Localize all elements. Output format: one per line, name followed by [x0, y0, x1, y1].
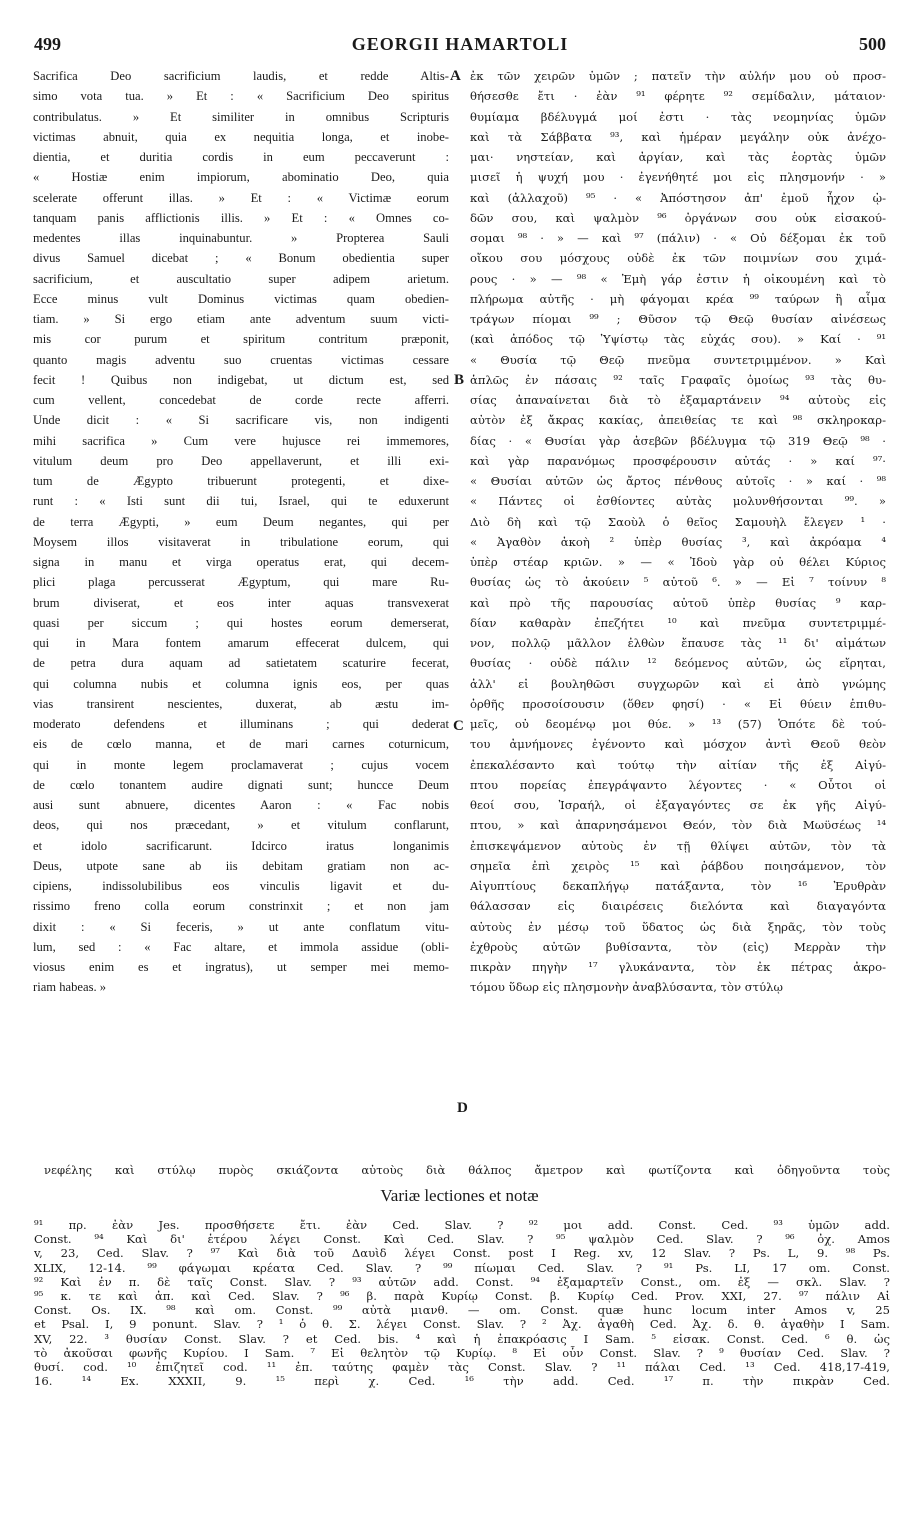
- note-line: θυσί. cod. ¹⁰ ἐπιζητεῖ cod. ¹¹ ἐπ. ταύτης φαμὲν τὰς Const. Slav. ? ¹¹ πάλαι Ced. ¹³ Ced. 418,17-419,: [34, 1359, 890, 1374]
- greek-text-line: « Ἀγαθὸν ἀκοὴ ² ὑπὲρ θυσίας ³, καὶ ἀκρόαμα ⁴: [470, 534, 886, 549]
- latin-text-line: et idolo sacrificarunt. Idcirco iratus longanimis: [33, 838, 449, 853]
- latin-text-line: scelerate offerunt illas. » Et : « Victimæ eorum: [33, 190, 449, 205]
- latin-text-line: vitulum deum pro Deo appellaverunt, et illi exi-: [33, 453, 449, 468]
- latin-text-line: vias transirent nescientes, duxerat, ab æstu im-: [33, 696, 449, 711]
- greek-text-line: τόμου ὕδωρ εἰς πλησμονὴν ἀναβλύσαντα, τὸν στύλῳ: [470, 980, 783, 995]
- latin-text-line: Ecce minus vult Dominus victimas quam obedien-: [33, 291, 449, 306]
- greek-text-line: ἀλλ' εἰ βουληθῶσι συγχωρῶν καὶ εἰ ἀπὸ γνώμης: [470, 676, 886, 691]
- latin-text-line: victimas abnuit, quia ex nequitia longa, et inobe-: [33, 129, 449, 144]
- greek-text-line: ἁπλῶς ἐν πάσαις ⁹² ταῖς Γραφαῖς ὁμοίως ⁹³ τὰς θυ-: [470, 372, 886, 387]
- latin-text-line: cipiens, indissolubilibus eos vinculis ligavit et du-: [33, 879, 449, 893]
- latin-text-line: Unde dicit : « Si sacrificare vis, non indigenti: [33, 413, 449, 428]
- greek-text-line: τράγων πίομαι ⁹⁹ ; Θῦσον τῷ Θεῷ θυσίαν αἰνέσεως: [470, 312, 886, 326]
- greek-text-line: μισεῖ ἡ ψυχή μου · ἐγενήθητέ μοι εἰς πλησμονήν · »: [470, 170, 886, 185]
- greek-text-line: ἐχθροὺς αὐτῶν βυθίσαντα, τὸν (εἰς) Μερρὰν τὴν: [470, 939, 886, 954]
- greek-text-line: « Πάντες οἱ ἐσθίοντες αὐτὰς μολυνθήσονται ⁹⁹. »: [470, 494, 886, 509]
- note-line: Const. Os. IX. ⁹⁸ καὶ om. Const. ⁹⁹ αὐτὰ μιανθ. — om. Const. quæ hunc locum inter Amos v, 25: [34, 1303, 890, 1318]
- latin-text-line: contribulatus. » Et similiter in omnibus Scripturis: [33, 109, 449, 124]
- greek-text-line: πικρὰν πηγὴν ¹⁷ γλυκάναντα, τὸν ἐκ πέτρας ἀκρο-: [470, 960, 886, 974]
- notes-heading: Variæ lectiones et notæ: [380, 1186, 539, 1205]
- latin-text-line: qui columna nubis et columna ignis eos, per quas: [33, 676, 449, 691]
- latin-text-line: eis de cœlo manna, et de mari carnes coturnicum,: [33, 737, 449, 752]
- note-line: ⁹¹ πρ. ἐὰν Jes. προσθήσετε ἔτι. ἐὰν Ced. Slav. ? ⁹² μοι add. Const. Ced. ⁹³ ὑμῶν add.: [34, 1218, 890, 1232]
- note-line: ⁹⁵ κ. τε καὶ ἀπ. καὶ Ced. Slav. ? ⁹⁶ β. παρὰ Κυρίῳ Const. β. Κυρίῳ Ced. Prov. XXI, 27. ⁹⁷ πάλιν Αἱ: [34, 1288, 890, 1303]
- running-title: GEORGII HAMARTOLI: [351, 34, 569, 54]
- greek-text-line: νον, πολλῷ μᾶλλον ἐλθὼν ἔπαυσε τὰς ¹¹ δι' αἱμάτων: [470, 636, 886, 650]
- latin-text-line: riam habeas. »: [33, 980, 107, 995]
- note-line: ⁹² Καὶ ἐν π. δὲ ταῖς Const. Slav. ? ⁹³ αὐτῶν add. Const. ⁹⁴ ἐξαμαρτεῖν Const., om. ἐξ — σκλ. Slav. ?: [34, 1274, 890, 1289]
- latin-text-line: mihi sacrifica » Cum vere hujusce rei immemores,: [33, 433, 449, 448]
- greek-text-line: ἐπισκεψάμενον αὐτοὺς ἐν τῇ θλίψει αὐτῶν, τὸν τὰ: [470, 838, 886, 853]
- continuation-line: νεφέλης καὶ στύλῳ πυρὸς σκιάζοντα αὐτοὺς διὰ θάλπος ἄμετρον καὶ φωτίζοντα καὶ ὁδηγοῦντα τοὺς: [44, 1163, 890, 1177]
- latin-text-line: tanquam panis afflictionis illis. » Et : « Omnes co-: [33, 210, 449, 225]
- latin-text-line: de petra dura aquam ad satietatem scaturire fecerat,: [33, 656, 449, 671]
- note-line: 16. ¹⁴ Ex. XXXII, 9. ¹⁵ περὶ χ. Ced. ¹⁶ τὴν add. Ced. ¹⁷ π. τὴν πικρὰν Ced.: [34, 1374, 890, 1389]
- latin-text-line: quanto magis adventu suo cruentas victimas cessare: [33, 352, 449, 367]
- latin-text-line: sacrificium, et auscultatio super adipem arietum.: [33, 271, 449, 286]
- greek-text-line: δίαν καθαρὰν ἐπεζήτει ¹⁰ καὶ πνεῦμα συντετριμμέ-: [470, 615, 886, 630]
- greek-text-line: θεοί σου, Ἰσραήλ, οἱ ἐξαγαγόντες σε ἐκ γῆς Αἰγύ-: [470, 798, 886, 812]
- latin-text-line: dientia, et duritia cordis in eum peccaverunt :: [33, 150, 449, 164]
- greek-text-line: ἐκ τῶν χειρῶν ὑμῶν ; πατεῖν τὴν αὐλήν μου οὐ προσ-: [470, 69, 886, 83]
- greek-text-line: ὀρθῆς προσοίσουσιν (ὅθεν φησί) · « Εἰ θύειν ἐπιθυ-: [470, 696, 886, 711]
- note-line: v, 23, Ced. Slav. ? ⁹⁷ Καὶ διὰ τοῦ Δαυὶδ λέγει Const. post I Reg. xv, 12 Slav. ? Ps. L, 9. ⁹⁸ Ps.: [34, 1246, 890, 1261]
- greek-text-line: θήσεσθε ἔτι · ἐὰν ⁹¹ φέρητε ⁹² σεμίδαλιν, μάταιον·: [470, 89, 886, 104]
- greek-text-line: ρους · » — ⁹⁸ « Ἐμὴ γάρ ἐστιν ἡ οἰκουμένη καὶ τὸ: [470, 271, 886, 286]
- latin-text-line: tiam. » Si ergo etiam ante adventum suum victi-: [33, 312, 449, 326]
- greek-text-line: « Θυσία τῷ Θεῷ πνεῦμα συντετριμμένον. » Καὶ: [470, 352, 886, 367]
- greek-text-line: σομαι ⁹⁸ · » — καὶ ⁹⁷ (πάλιν) · « Οὐ δέξομαι ἐκ τοῦ: [470, 231, 886, 245]
- greek-text-line: δῶν σου, καὶ ψαλμὸν ⁹⁶ ὀργάνων σου οὐκ εἰσακού-: [470, 210, 886, 225]
- notes-block: [34, 1218, 890, 1388]
- section-marker-b: B: [454, 372, 465, 388]
- note-line: XV, 22. ³ θυσίαν Const. Slav. ? et Ced. bis. ⁴ καὶ ἡ ἐπακρόασις I Sam. ⁵ εἰσακ. Const. Ced. ⁶ θ. ὡς: [34, 1331, 890, 1346]
- latin-text-line: cum vellent, concedebat de corde recte afferri.: [33, 393, 449, 407]
- greek-text-line: ὑπὲρ στέαρ κριῶν. » — « Ἰδοὺ γὰρ οὐ θέλει Κύριος: [470, 555, 886, 569]
- greek-text-line: θάλασσαν εἰς διαιρέσεις διελόντα καὶ διαγαγόντα: [470, 899, 886, 914]
- greek-text-line: θυσίας · οὐδὲ πάλιν ¹² δεόμενος αὐτῶν, ὡς εἴρηται,: [470, 656, 886, 671]
- greek-text-line: καὶ τὰ Σάββατα ⁹³, καὶ ἡμέραν μεγάλην οὐκ ἀνέχο-: [470, 129, 886, 144]
- greek-text-line: μαι· νηστείαν, καὶ ἀργίαν, καὶ τὰς ἑορτὰς ὑμῶν: [470, 150, 886, 164]
- greek-text-line: θυμίαμα βδέλυγμά μοί ἐστι · τὰς νεομηνίας ὑμῶν: [470, 109, 886, 124]
- greek-text-line: (καὶ ἀπόδος τῷ Ὑψίστῳ τὰς εὐχάς σου). » Καί · ⁹¹: [470, 332, 886, 347]
- note-line: et Psal. I, 9 ponunt. Slav. ? ¹ ὁ θ. Σ. λέγει Const. Slav. ? ² Ἀχ. ἀγαθὴ Ced. Ἀχ. δ. θ. ἀγαθὴν I Sam.: [34, 1317, 890, 1332]
- latin-text-line: medentes illas inquinabuntur. » Propterea Sauli: [33, 231, 449, 245]
- latin-text-line: simo vota tua. » Et : « Sacrificium Deo spiritus: [33, 89, 449, 104]
- greek-text-line: σίας ἀπαναίνεται διὰ τὸ ἐξαμαρτάνειν ⁹⁴ αὐτοὺς εἰς: [470, 393, 886, 407]
- latin-text-line: Deus, utpote sane ab iis debitam gratiam non ac-: [33, 858, 449, 873]
- latin-text-line: lum, sed : « Fac altare, et immola assidue (obli-: [33, 939, 449, 954]
- section-marker-c: C: [453, 718, 464, 734]
- greek-text-line: Αἰγυπτίους δεκαπλήγῳ πατάξαντα, τὸν ¹⁶ Ἐρυθρὰν: [470, 879, 886, 893]
- latin-column: [33, 66, 449, 998]
- greek-text-line: ἐπεκαλέσαντο καὶ τούτῳ τὴν αἰτίαν τῆς ἐξ Αἰγύ-: [470, 757, 886, 772]
- greek-text-line: πτου, » καὶ ἀπαρνησάμενοι Θεόν, τὸν διὰ Μωϋσέως ¹⁴: [470, 818, 886, 833]
- greek-text-line: καὶ (ἀλλαχοῦ) ⁹⁵ · « Ἀπόστησον ἀπ' ἐμοῦ ἦχον ᾠ-: [470, 190, 886, 205]
- latin-text-line: qui in monte legem proclamaverat ; cujus vocem: [33, 757, 449, 772]
- greek-text-line: πλήρωμα αὐτῆς · μὴ φάγομαι κρέα ⁹⁹ ταύρων ἢ αἷμα: [470, 291, 886, 306]
- greek-text-line: πτου πορείας ἐπεγράψαντο λέγοντες · « Οὗτοι οἱ: [470, 777, 886, 792]
- latin-text-line: viosus enim es et ingratus), ut semper mei memo-: [33, 960, 449, 974]
- latin-text-line: deos, qui nos præcedant, » et vitulum conflarunt,: [33, 818, 449, 833]
- latin-text-line: ausi sunt abnuere, dicentes Aaron : « Fac nobis: [33, 798, 449, 812]
- latin-text-line: tum de Ægypto tribuerunt protegenti, et dixe-: [33, 474, 449, 488]
- latin-text-line: mis cor purum et spiritum contritum præponit,: [33, 332, 449, 347]
- greek-text-line: οἴκου σου μόσχους οὐδὲ ἐκ τῶν ποιμνίων σου χιμά-: [470, 251, 886, 266]
- latin-text-line: rissimo freno colla eorum constrinxit ; et non jam: [33, 899, 449, 914]
- greek-text-line: αὐτὸν ἐξ ἄκρας κακίας, ἀπειθείας τε καὶ ⁹⁸ σκληροκαρ-: [470, 413, 886, 428]
- page-number-left: 499: [34, 34, 61, 54]
- greek-column: [470, 66, 886, 998]
- latin-text-line: qui in Mara fontem amarum effecerat dulcem, qui: [33, 636, 449, 650]
- page-header: [34, 34, 886, 58]
- greek-text-line: του ἀμνήμονες ἐγένοντο καὶ μόσχον ἀντὶ Θεοῦ θεὸν: [470, 737, 886, 752]
- latin-text-line: Moysem illos visitaverat in tribulatione eorum, qui: [33, 534, 449, 549]
- latin-text-line: divus Samuel dicebat ; « Bonum obedientia super: [33, 251, 449, 266]
- latin-text-line: Sacrifica Deo sacrificium laudis, et redde Altis-: [33, 69, 449, 83]
- latin-text-line: runt : « Isti sunt dii tui, Israel, qui te eduxerunt: [33, 494, 449, 509]
- latin-text-line: quasi per siccum ; qui hostes eorum demerserat,: [33, 615, 449, 630]
- latin-text-line: brum diviserat, et eos inter aquas transvexerat: [33, 595, 449, 610]
- latin-text-line: plici plaga percusserat Ægyptum, qui mare Ru-: [33, 575, 449, 590]
- greek-text-line: μεῖς, οὐ δεομένῳ μοι θύε. » ¹³ (57) Ὁπότε δὲ τού-: [470, 717, 886, 731]
- latin-text-line: dixit : « Si feceris, » ut ante conflatum vitu-: [33, 919, 449, 934]
- latin-text-line: fecit ! Quibus non indigebat, ut dictum est, sed: [33, 372, 449, 387]
- greek-text-line: σημεῖα ἐπὶ χειρὸς ¹⁵ καὶ ῥάβδου ποιησάμενον, τὸν: [470, 858, 886, 873]
- section-marker-a: A: [450, 68, 461, 84]
- latin-text-line: de cœlo tonantem audire dignati sunt; huncce Deum: [33, 777, 449, 792]
- greek-text-line: Διὸ δὴ καὶ τῷ Σαοὺλ ὁ θεῖος Σαμουὴλ ἔλεγεν ¹ ·: [470, 514, 886, 529]
- note-line: Const. ⁹⁴ Καὶ δι' ἑτέρου λέγει Const. Καὶ Ced. Slav. ? ⁹⁵ ψαλμὸν Ced. Slav. ? ⁹⁶ ὀχ. Amos: [34, 1232, 890, 1247]
- latin-text-line: « Hostiæ enim impiorum, abominatio Deo, quia: [33, 170, 449, 185]
- greek-text-line: καὶ γὰρ παρανόμως προσφέρουσιν αὐτάς · » καί ⁹⁷·: [470, 453, 886, 468]
- note-line: XLIX, 12-14. ⁹⁹ φάγωμαι κρέατα Ced. Slav. ? ⁹⁹ πίωμαι Ced. Slav. ? ⁹¹ Ps. LI, 17 om. Const.: [34, 1260, 890, 1275]
- latin-text-line: moderato defendens et illuminans ; qui dederat: [33, 717, 449, 731]
- greek-text-line: καὶ πρὸ τῆς παρουσίας αὐτοῦ ὑπὲρ θυσίας ⁹ καρ-: [470, 595, 886, 610]
- greek-text-line: θυσίας ὡς τὸ ἀκούειν ⁵ αὐτοῦ ⁶. » — Εἰ ⁷ τοίνυν ⁸: [470, 575, 886, 590]
- greek-text-line: αὐτοὺς ἐν μέσῳ τοῦ ὕδατος ὡς διὰ ξηρᾶς, τὸν τοὺς: [470, 919, 886, 934]
- page-number-right: 500: [859, 34, 886, 54]
- note-line: τὸ ἀκοῦσαι φωνῆς Κυρίου. I Sam. ⁷ Εἰ θελητὸν τῷ Κυρίῳ. ⁸ Εἰ οὖν Const. Slav. ? ⁹ θυσίαν Ced. Slav. ?: [34, 1345, 890, 1360]
- latin-text-line: de terra Ægypti, » eum Deum negantes, qui per: [33, 514, 449, 529]
- greek-text-line: « Θυσίαι αὐτῶν ὡς ἄρτος πένθους αὐτοῖς · » καί · ⁹⁸: [470, 474, 886, 488]
- latin-text-line: signa in manu et virga operatus erat, qui decem-: [33, 555, 449, 569]
- greek-text-line: δίας · « Θυσίαι γὰρ ἀσεβῶν βδέλυγμα τῷ 319 Θεῷ ⁹⁸ ·: [470, 433, 886, 448]
- section-marker-d: D: [457, 1100, 468, 1116]
